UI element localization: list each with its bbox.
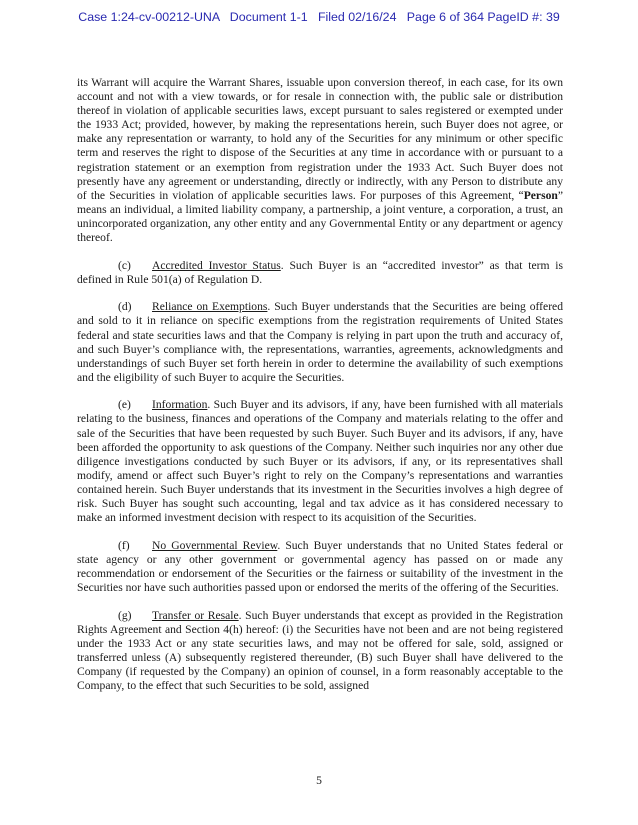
paragraph-text: its Warrant will acquire the Warrant Shares, issuable upon conversion thereof, in each case, for its own account and not with a view towards, or for resale in connection with, the public sale or distribution thereof in violation of applicable securities laws, except pursuant to sales registered or exempted under the 1933 Act; provided, however, by making the representations herein, such Buyer does not agree, or make any representation or warranty, to hold any of the Securities for any minimum or other specific term and reserves the right to dispose of the Securities at any time in accordance with or pursuant to a registration statement or an exemption from registration under the 1933 Act. Such Buyer does not presently have any agreement or understanding, directly or indirectly, with any Person to distribute any of the Securities in violation of applicable securities laws. For purposes of this Agreement, “ (77, 76, 563, 202)
section-label: (e) (118, 398, 131, 412)
section-c (77, 259, 563, 287)
document-number: Document 1-1 (229, 10, 308, 24)
page-number: 5 (316, 774, 322, 787)
section-label: (g) (118, 608, 132, 622)
page-id: Page 6 of 364 PageID #: 39 (406, 10, 560, 24)
section-text: . Such Buyer is an “accredited investor” as that term is defined in Rule 501(a) of Regulation D. (77, 258, 563, 286)
section-heading: Transfer or Resale (152, 608, 239, 622)
section-heading: Information (152, 398, 208, 412)
paragraph-text: ” means an individual, a limited liability company, a partnership, a joint venture, a corporation, a trust, an unincorporated organization, any other entity and any Governmental Entity or any department or agency thereof. (77, 188, 563, 245)
section-heading: Accredited Investor Status (152, 258, 281, 272)
section-label: (f) (118, 538, 130, 552)
section-d (77, 300, 563, 385)
section-text: . Such Buyer understands that except as provided in the Registration Rights Agreement and Section 4(h) hereof: (i) the Securities have not been and are not being registered under the 1933 Act or any state securities laws, and may not be offered for sale, sold, assigned or transferred unless (A) subsequently registered thereunder, (B) such Buyer shall have delivered to the Company (if requested by the Company) an opinion of counsel, in a form reasonably acceptable to the Company, to the effect that such Securities to be sold, assigned (77, 608, 563, 693)
filed-date: Filed 02/16/24 (317, 10, 397, 24)
section-f (77, 539, 563, 595)
case-number: Case 1:24-cv-00212-UNA (78, 10, 220, 24)
section-g (77, 609, 563, 694)
section-label: (c) (118, 258, 131, 272)
defined-term-person: Person (523, 188, 558, 202)
section-text: . Such Buyer understands that no United States federal or state agency or any other government or governmental agency has passed on or made any recommendation or endorsement of the Securities or the fairness or suitability of the investment in the Securities nor have such authorities passed upon or endorsed the merits of the offering of the Securities. (77, 538, 563, 594)
continuation-paragraph (77, 76, 563, 245)
section-label: (d) (118, 300, 132, 314)
ecf-filing-header (0, 10, 638, 24)
section-heading: Reliance on Exemptions (152, 300, 268, 314)
section-e (77, 398, 563, 525)
document-body (77, 76, 563, 707)
section-heading: No Governmental Review (152, 538, 278, 552)
section-text: . Such Buyer understands that the Securities are being offered and sold to it in reliance on specific exemptions from the registration requirements of United States federal and state securities laws and that the Company is relying in part upon the truth and accuracy of, and such Buyer’s compliance with, the representations, warranties, agreements, acknowledgments and understandings of such Buyer set forth herein in order to determine the availability of such exemptions and the eligibility of such Buyer to acquire the Securities. (77, 300, 563, 384)
section-text: . Such Buyer and its advisors, if any, have been furnished with all materials relating to the business, finances and operations of the Company and materials relating to the offer and sale of the Securities that have been requested by such Buyer. Such Buyer and its advisors, if any, have been afforded the opportunity to ask questions of the Company. Neither such inquiries nor any other due diligence investigations conducted by such Buyer or its advisors, if any, or its representatives shall modify, amend or affect such Buyer’s right to rely on the Company’s representations and warranties contained herein. Such Buyer understands that its investment in the Securities involves a high degree of risk. Such Buyer has sought such accounting, legal and tax advice as it has considered necessary to make an informed investment decision with respect to its acquisition of the Securities. (77, 398, 563, 525)
